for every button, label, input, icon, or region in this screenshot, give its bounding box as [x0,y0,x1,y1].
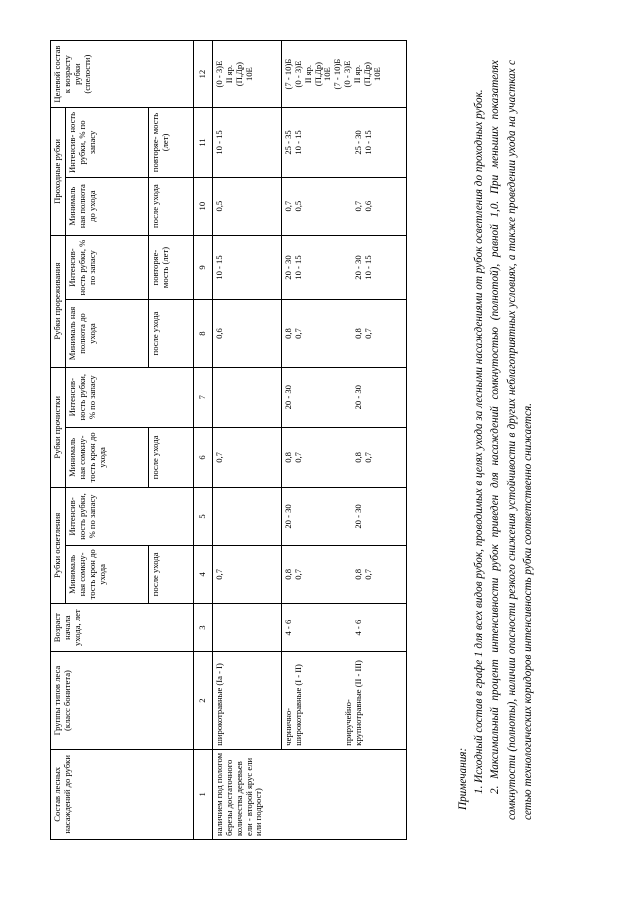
column-number: 2 [193,652,212,749]
note-1: 1. Исходный состав в графе 1 для всех видов рубок, проводимых в целях ухода за лесными насаждениями от рубок осветления до проходных рубок. [473,89,486,794]
header-after-prokh: после ухода [148,177,193,235]
cell-value: 10 - 15 [212,235,281,300]
value: 20 - 30 [282,504,293,529]
cell-value [281,108,406,177]
column-number: 8 [193,300,212,367]
column-numbers-row [193,41,212,840]
column-number: 5 [193,488,212,546]
cell-value: 10 - 15 [212,108,281,177]
notes-section [455,60,536,820]
header-min-closure-osv: Минималь ная сомкну- тость крон до ухода [65,545,148,603]
header-repeat-prokh: повторяе- мость (лет) [148,108,193,177]
rotated-page [0,20,620,880]
value: 20 - 30 [352,385,363,410]
target-line: II яр. [352,64,362,84]
age-a: 4 - 6 [282,619,293,636]
cell-empty [212,367,281,427]
cell-value [281,545,406,603]
value: 20 - 30 [282,385,293,410]
value: 10 - 15 [292,255,303,280]
column-number: 3 [193,603,212,652]
cell-value: 0,6 [212,300,281,367]
value: 0,7 [362,569,373,580]
value: 25 - 30 [352,130,363,155]
cell-value [281,367,406,427]
target-line: (П,Др) [312,61,323,87]
value: 0,8 [352,328,363,339]
cell-value [281,488,406,546]
value: 10 - 15 [362,130,373,155]
column-number: 9 [193,235,212,300]
column-number: 4 [193,545,212,603]
cell-target [281,41,406,108]
cell-value [281,427,406,487]
header-after-prored: после ухода [148,300,193,367]
value: 20 - 30 [282,255,293,280]
value: 0,7 [282,200,293,212]
header-prochistka: Рубки прочистки [51,367,66,487]
value-group [354,178,374,235]
cell-value: 0,7 [212,427,281,487]
value: 0,5 [292,200,303,212]
column-number: 6 [193,427,212,487]
note-2: 2. Максимальный процент интенсивности рубок приведен для насаждений сомкнутостью (полнотой), равной 1,0. При меньших показателях сомкнутости (полноты), наличии опасности резкого снижения устойчивости в других неблагоприятных условиях, а также проведении ухода на участках с сетью технологических коридоров интенсивность рубки соответственно снижается. [489,60,534,820]
target-line: (7 - 10)Б [332,58,343,90]
cell-value [281,300,406,367]
column-number: 10 [193,177,212,235]
header-target-composition: Целевой состав к возрасту рубки (спелости) [51,41,194,108]
value: 20 - 30 [352,504,363,529]
value-group [354,300,374,366]
cell-age [212,603,281,652]
table-row [212,41,281,840]
value: 0,7 [362,328,373,339]
cell-value: 0,5 [212,177,281,235]
header-sostav: Состав лесных насаждений до рубки [51,749,194,839]
target-line: (0 - 3)Е [292,60,303,88]
value: 0,6 [362,200,373,212]
cell-target [212,41,281,108]
value-group [354,546,374,603]
cell-value [281,177,406,235]
header-min-density-prokh: Минималь ная полнота до ухода [65,177,148,235]
value: 0,8 [282,328,293,339]
column-number: 12 [193,41,212,108]
target-line: (П,Др) [361,61,372,87]
target-line: (0 - 3)Е [213,60,224,88]
value: 0,7 [292,569,303,580]
cell-empty [212,488,281,546]
target-line: 10Е [371,67,382,82]
value: 10 - 15 [362,255,373,280]
cell-group: широкотравные (Iа - I) [212,652,281,749]
header-prorezhivanie: Рубки прореживания [51,235,66,367]
value: 0,7 [292,328,303,339]
value: 0,7 [292,452,303,463]
value: 20 - 30 [352,255,363,280]
group-priruchejno: приручейно-крупнотравные (II - III) [342,660,363,746]
header-min-closure-proch: Минималь ная сомкну- тость крон до ухода [65,427,148,487]
header-prokhodnye: Проходные рубки [51,108,66,235]
notes-title: Примечания: [457,747,469,810]
target-line: (7 - 10)Б [282,58,293,90]
header-intensity-proch: Интенсив- ность рубки, % по запасу [65,367,193,427]
value: 0,8 [352,452,363,463]
value-group [354,236,374,300]
column-number: 1 [193,749,212,839]
header-osvetlenie: Рубки осветления [51,488,66,604]
header-after-proch: после ухода [148,427,193,487]
cell-value [281,235,406,300]
header-forest-types: Группы типов леса (класс бонитета) [51,652,194,749]
header-intensity-prokh: Интенсив- ность рубки, % по запасу [65,108,148,177]
value: 0,8 [352,569,363,580]
cell-group [281,652,406,749]
cell-sostav: наличием под пологом березы достаточного количества деревьев ели - второй ярус ели или подрост) [212,749,406,839]
header-start-age: Возраст начала ухода, лет [51,603,194,652]
value: 0,8 [282,452,293,463]
column-number: 11 [193,108,212,177]
value: 10 - 15 [292,130,303,155]
header-intensity-osv: Интенсив- ность рубки, % по запасу [65,488,193,546]
value: 0,7 [352,200,363,212]
target-line: (0 - 3)Е [342,60,353,88]
header-intensity-prored: Интенсив- ность рубки, % по запасу [65,235,148,300]
target-line: II яр. [223,64,234,84]
cell-value: 0,7 [212,545,281,603]
target-line: II яр. [302,64,313,84]
target-line: 10Е [243,67,254,82]
header-repeat-prored: повторяе- мость (лет) [148,235,193,300]
header-after-osv: после ухода [148,545,193,603]
value: 25 - 35 [282,130,293,155]
target-line: 10Е [322,67,333,82]
age-b: 4 - 6 [352,619,363,636]
value: 0,7 [362,452,373,463]
target-line: (П,Др) [233,61,244,87]
value: 0,8 [282,569,293,580]
table-row [281,41,406,840]
column-number: 7 [193,367,212,427]
thinning-table [50,40,407,840]
header-min-density-prored: Минималь ная полнота до ухода [65,300,148,367]
cell-age [281,603,406,652]
value-group [354,108,374,176]
group-chernichno: черничнo-широкотравные (I - II) [282,664,303,746]
value-group [354,428,374,487]
